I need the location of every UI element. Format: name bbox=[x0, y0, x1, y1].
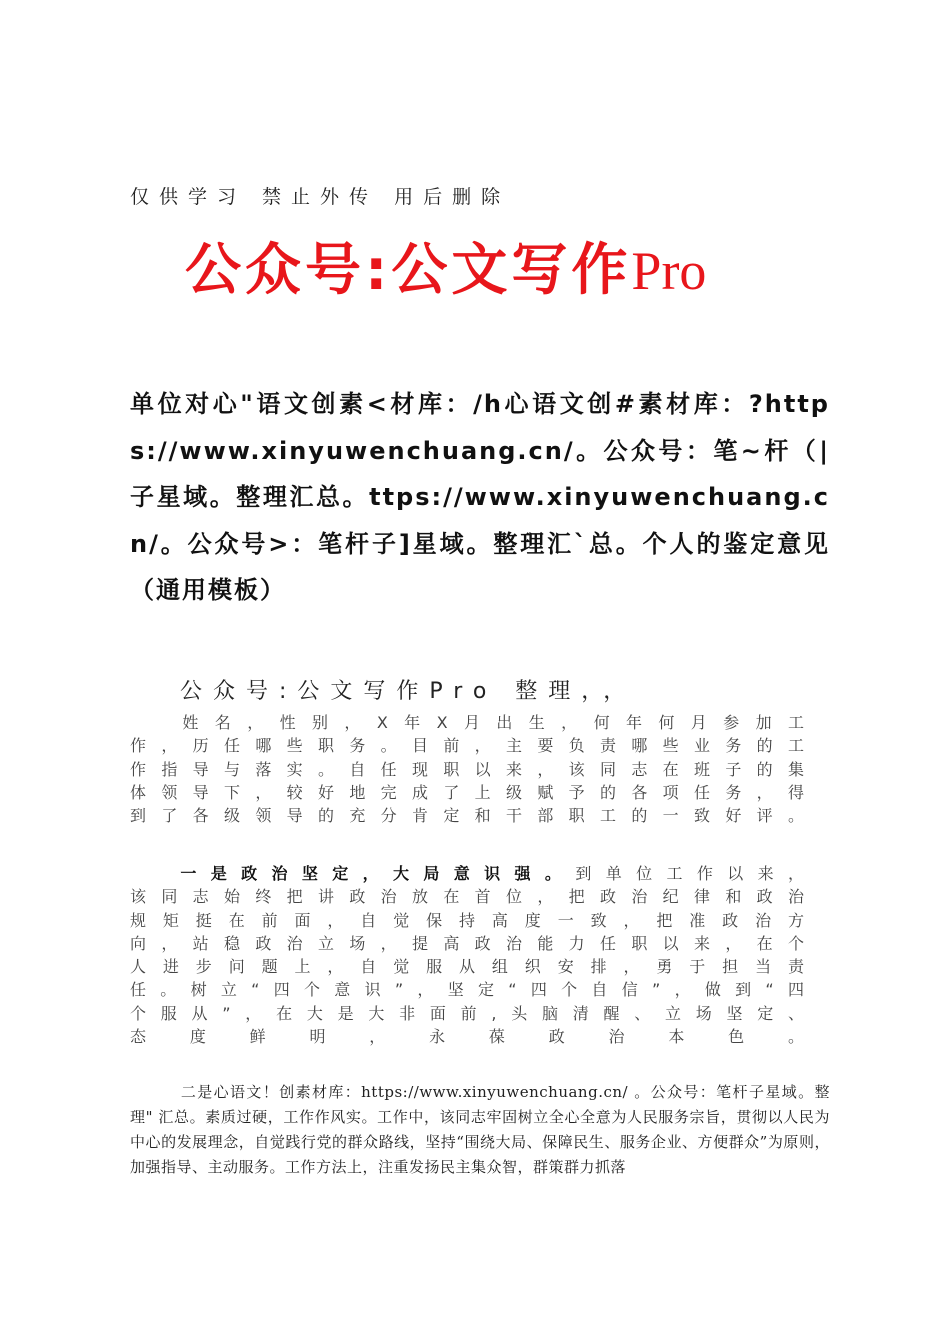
brand-title-chinese: 公众号:公文写作 bbox=[185, 238, 632, 303]
document-heading: 单位对心"语文创素<材库：/h心语文创#素材库：?https://www.xinyuwenchuang.cn/。公众号：笔~杆（|子星域。整理汇总。ttps://www.xinyuwenchuang.cn/。公众号>：笔杆子]星域。整理汇`总。个人的鉴定意见（通用模板） bbox=[130, 390, 830, 604]
paragraph-political bbox=[130, 862, 818, 1048]
subtitle: 公众号:公文写作Pro 整理，， bbox=[180, 679, 637, 704]
paragraph-quality-text: 二是心语文！创素材库：https://www.xinyuwenchuang.cn/ 。公众号：笔杆子星域。整理" 汇总。素质过硬，工作作风实。工作中，该同志牢固树立全心全意为人民服务宗旨，贯彻以人民为中心的发展理念，自觉践行党的群众路线，坚持“围绕大局、保障民生、服务企业、方便群众”为原则，加强指导、主动服务。工作方法上，注重发扬民主集众智，群策群力抓落 bbox=[130, 1083, 830, 1176]
notice-line: 仅供学习 禁止外传 用后删除 bbox=[130, 186, 511, 208]
brand-title-latin: Pro bbox=[631, 241, 707, 301]
brand-title bbox=[185, 226, 885, 306]
paragraph-political-body: 到单位工作以来，该同志始终把讲政治放在首位，把政治纪律和政治规矩挺在前面，自觉保持高度一致，把准政治方向，站稳政治立场，提高政治能力任职以来，在个人进步问题上，自觉服从组织安排，勇于担当责任。树立“四个意识”，坚定“四个自信”，做到“四个服从”，在大是大非面前,头脑清醒、立场坚定、态度鲜明，永葆政治本色。 bbox=[130, 864, 818, 1047]
paragraph-intro-text: 姓名，性别，X年X月出生，何年何月参加工作，历任哪些职务。目前，主要负责哪些业务的工作指导与落实。自任现职以来，该同志在班子的集体领导下，较好地完成了上级赋予的各项任务，得到了各级领导的充分肯定和干部职工的一致好评。 bbox=[130, 713, 818, 826]
paragraph-intro bbox=[130, 711, 818, 827]
paragraph-political-lead: 一是政治坚定，大局意识强。 bbox=[180, 864, 576, 883]
paragraph-quality bbox=[130, 1080, 830, 1180]
